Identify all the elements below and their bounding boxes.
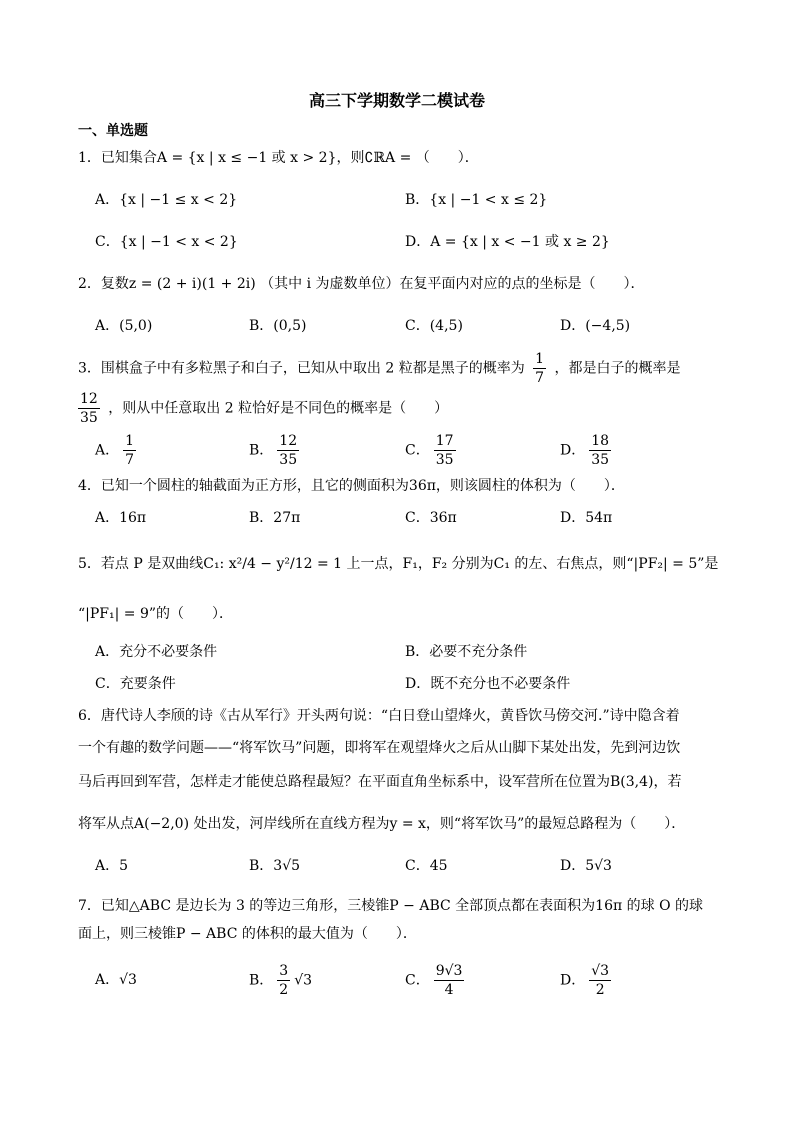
q5-stem-b: “|PF₁| = 9”的（ ）． xyxy=(78,606,234,622)
q1-option-c[interactable]: C．{x | −1 < x < 2} xyxy=(95,234,238,250)
q2-option-b[interactable]: B．(0,5) xyxy=(249,318,307,334)
q3-c-den: 35 xyxy=(435,452,454,468)
q2-option-a[interactable]: A．(5,0) xyxy=(95,318,153,334)
q3-stem-c: ，则从中任意取出 2 粒恰好是不同色的概率是（ ） xyxy=(108,400,449,417)
q2-option-d[interactable]: D．(−4,5) xyxy=(560,318,631,334)
q3-option-a-frac xyxy=(123,432,136,469)
q3-option-a[interactable] xyxy=(95,432,140,469)
q4-option-b[interactable]: B．27π xyxy=(249,510,301,526)
q2-stem: 2．复数z = (2 + i)(1 + 2i) （其中 i 为虚数单位）在复平面内对应的点的坐标是（ ）． xyxy=(78,276,645,292)
q3-option-b[interactable] xyxy=(249,432,303,469)
q3-a-den: 7 xyxy=(125,452,135,468)
q4-option-d[interactable]: D．54π xyxy=(560,510,613,526)
q7-b-tail: √3 xyxy=(294,972,313,989)
q7-option-d-frac xyxy=(589,962,611,999)
q3-b-den: 35 xyxy=(279,452,298,468)
q4-option-a[interactable]: A．16π xyxy=(95,510,147,526)
q3-d-num: 18 xyxy=(591,433,610,449)
q5-option-a[interactable]: A．充分不必要条件 xyxy=(95,644,218,660)
q3-black-den: 7 xyxy=(535,370,545,386)
q6-line4: 将军从点A(−2,0) 处出发，河岸线所在直线方程为y = x，则“将军饮马”的最短总路程为（ ）． xyxy=(78,816,686,832)
q7-d-num: √3 xyxy=(591,963,610,979)
q6-option-b[interactable]: B．3√5 xyxy=(249,858,301,874)
q3-d-den: 35 xyxy=(591,452,610,468)
q7-option-c-label: C． xyxy=(405,972,430,989)
q1-stem: 1．已知集合A = {x | x ≤ −1 或 x > 2}，则∁ℝA = （ ）． xyxy=(78,150,479,166)
q6-option-c[interactable]: C．45 xyxy=(405,858,448,874)
q3-b-num: 12 xyxy=(279,433,298,449)
q3-stem-b: ，都是白子的概率是 xyxy=(554,360,681,377)
q3-black-num: 1 xyxy=(535,351,545,367)
q7-option-b[interactable] xyxy=(249,962,312,999)
q6-line3: 马后再回到军营，怎样走才能使总路程最短？在平面直角坐标系中，设军营所在位置为B(3,4)，若 xyxy=(78,774,682,790)
section-heading: 一、单选题 xyxy=(78,123,148,139)
q7-c-num: 9√3 xyxy=(435,963,463,979)
q3-option-a-label: A． xyxy=(95,442,120,459)
q6-line2: 一个有趣的数学问题——“将军饮马”问题，即将军在观望烽火之后从山脚下某处出发，先到河边饮 xyxy=(78,740,681,756)
q1-option-a[interactable]: A．{x | −1 ≤ x < 2} xyxy=(95,192,238,208)
q3-option-b-label: B． xyxy=(249,442,274,459)
q3-option-b-frac xyxy=(277,432,299,469)
q4-stem: 4．已知一个圆柱的轴截面为正方形，且它的侧面积为36π，则该圆柱的体积为（ ）． xyxy=(78,478,625,494)
q5-option-b[interactable]: B．必要不充分条件 xyxy=(405,644,528,660)
q4-option-c[interactable]: C．36π xyxy=(405,510,457,526)
q6-option-d[interactable]: D．5√3 xyxy=(560,858,612,874)
q7-c-den: 4 xyxy=(444,982,454,998)
q6-line1: 6．唐代诗人李颀的诗《古从军行》开头两句说：“白日登山望烽火，黄昏饮马傍交河.”诗中隐含着 xyxy=(78,708,680,724)
q7-b-den: 2 xyxy=(279,982,289,998)
q7-option-d[interactable] xyxy=(560,962,615,999)
q3-option-c-label: C． xyxy=(405,442,430,459)
q3-option-c[interactable] xyxy=(405,432,460,469)
q7-option-a[interactable]: A．√3 xyxy=(95,972,137,988)
q3-white-num: 12 xyxy=(80,391,98,407)
q3-option-d-frac xyxy=(589,432,611,469)
q5-stem-a: 5．若点 P 是双曲线C₁: x²/4 − y²/12 = 1 上一点，F₁，F₂ 分别为C₁ 的左、右焦点，则“|PF₂| = 5”是 xyxy=(78,556,719,572)
q7-b-num: 3 xyxy=(279,963,289,979)
q3-stem-a: 3．围棋盒子中有多粒黑子和白子，已知从中取出 2 粒都是黑子的概率为 xyxy=(78,360,525,377)
q7-option-c[interactable] xyxy=(405,962,468,999)
page-title: 高三下学期数学二模试卷 xyxy=(308,91,485,110)
q3-option-d[interactable] xyxy=(560,432,615,469)
q7-option-d-label: D． xyxy=(560,972,586,989)
q7-line1: 7．已知△ABC 是边长为 3 的等边三角形，三棱锥P − ABC 全部顶点都在表面积为16π 的球 O 的球 xyxy=(78,898,704,914)
q3-a-num: 1 xyxy=(125,433,135,449)
q7-line2: 面上，则三棱锥P − ABC 的体积的最大值为（ ）． xyxy=(78,926,417,942)
q3-option-c-frac xyxy=(434,432,456,469)
q1-option-d[interactable]: D．A = {x | x < −1 或 x ≥ 2} xyxy=(405,234,610,250)
q3-white-den: 35 xyxy=(80,410,98,426)
q1-option-b[interactable]: B．{x | −1 < x ≤ 2} xyxy=(405,192,548,208)
q7-option-b-frac xyxy=(277,962,290,999)
q7-option-b-label: B． xyxy=(249,972,274,989)
q3-white-prob xyxy=(78,390,100,427)
q3-stem-line2 xyxy=(78,390,448,427)
q3-stem-line1 xyxy=(78,350,681,387)
q5-option-c[interactable]: C．充要条件 xyxy=(95,676,176,692)
q5-option-d[interactable]: D．既不充分也不必要条件 xyxy=(405,676,571,692)
q7-option-c-frac xyxy=(434,962,465,999)
q3-c-num: 17 xyxy=(435,433,454,449)
q3-black-prob xyxy=(533,350,546,387)
q6-option-a[interactable]: A．5 xyxy=(95,858,129,874)
q3-option-d-label: D． xyxy=(560,442,586,459)
q7-d-den: 2 xyxy=(595,982,605,998)
q2-option-c[interactable]: C．(4,5) xyxy=(405,318,463,334)
